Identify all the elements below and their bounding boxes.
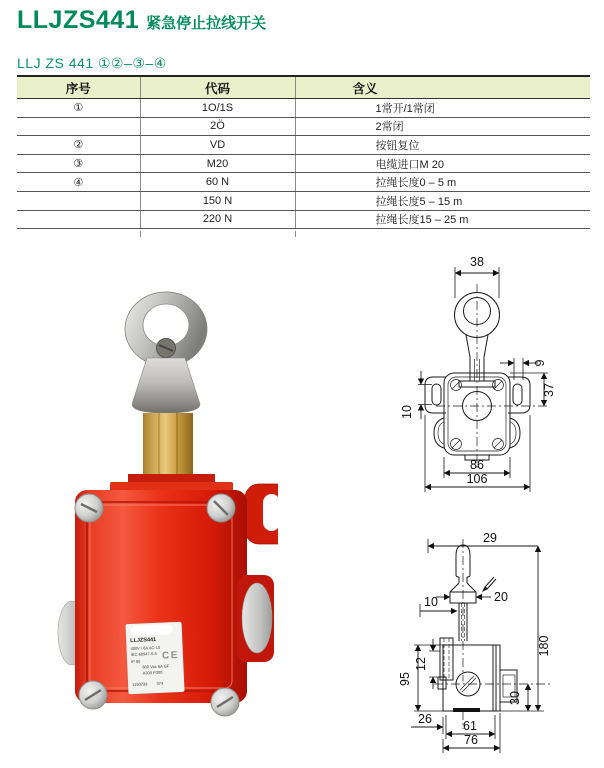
cell-code: VD — [140, 136, 295, 155]
label-line: 600 Vac 6A GF — [142, 663, 170, 670]
cell-no: ④ — [17, 173, 140, 192]
cell-no — [17, 117, 140, 136]
cell-meaning: 拉绳长度0 – 5 m — [295, 173, 590, 192]
dim-body-height: 95 — [398, 672, 412, 686]
ce-mark: CE — [161, 649, 180, 662]
cell-no: ② — [17, 136, 140, 155]
table-row — [17, 173, 590, 192]
cell-code: 1O/1S — [140, 99, 295, 118]
cell-meaning: 1常开/1常闭 — [295, 99, 590, 118]
dim-slot-height: 10 — [400, 405, 414, 419]
ordering-code: LLJ ZS 441 ①②–③–④ — [17, 55, 167, 71]
table-row — [17, 210, 590, 229]
product-model: LLJZS441 — [17, 6, 140, 34]
page-title — [17, 6, 266, 35]
right-grommet — [242, 583, 272, 653]
cell-no: ③ — [17, 154, 140, 173]
dim-flange-to-center: 37 — [542, 383, 556, 397]
table-row — [17, 99, 590, 118]
dim-eye-width: 38 — [470, 255, 484, 269]
dim-top-offset: 29 — [483, 531, 497, 545]
cell-meaning: 拉绳长度15 – 25 m — [295, 210, 590, 229]
swivel-collar — [132, 358, 200, 413]
label-line: IP 65 — [131, 658, 141, 664]
table-border-stub — [295, 231, 296, 237]
cell-no: ① — [17, 99, 140, 118]
spec-table — [17, 75, 590, 229]
dim-slot-height: 12 — [414, 657, 428, 671]
dim-overall-depth: 76 — [464, 733, 478, 747]
label-line: 1150739 374 — [132, 680, 164, 687]
table-row — [17, 154, 590, 173]
cell-code: M20 — [140, 154, 295, 173]
base-slot — [453, 708, 480, 712]
dim-body-width: 86 — [470, 458, 484, 472]
side-view-drawing — [398, 531, 604, 768]
cell-no — [17, 191, 140, 210]
table-row — [17, 136, 590, 155]
dim-base-width: 61 — [463, 719, 477, 733]
dim-collar-width: 20 — [494, 590, 508, 604]
header-no: 序号 — [17, 76, 140, 99]
front-view-drawing — [392, 254, 604, 496]
cell-meaning: 2常闭 — [295, 117, 590, 136]
dim-rope-offset: 10 — [424, 595, 438, 609]
dim-overall-height: 180 — [537, 635, 551, 657]
dim-overall-width: 106 — [466, 472, 488, 486]
left-slot — [432, 384, 441, 405]
label-worn-patch — [131, 624, 173, 636]
product-photo — [38, 288, 278, 718]
rope-guide — [440, 638, 453, 680]
dim-front-offset: 26 — [418, 712, 432, 726]
table-row — [17, 191, 590, 210]
cell-code: 220 N — [140, 210, 295, 229]
cell-meaning: 按钮复位 — [295, 136, 590, 155]
table-row — [17, 117, 590, 136]
right-slot — [513, 384, 522, 405]
table-header-row — [17, 76, 590, 99]
label-line: 400V / 6A AC-15 — [130, 644, 161, 651]
cell-code: 150 N — [140, 191, 295, 210]
table-border-stub — [140, 231, 141, 237]
body-outline — [443, 645, 500, 711]
dim-bottom-height: 30 — [508, 691, 522, 705]
cell-code: 60 N — [140, 173, 295, 192]
cell-meaning: 拉绳长度5 – 15 m — [295, 191, 590, 210]
product-name-cn: 紧急停止拉线开关 — [146, 15, 267, 32]
label-line: IEC 60947-5-5 — [130, 651, 157, 658]
brass-stem — [143, 413, 193, 478]
header-code: 代码 — [140, 76, 295, 99]
label-line: LLJZS441 — [130, 636, 157, 645]
header-meaning: 含义 — [295, 76, 590, 99]
cell-meaning: 电缆进口M 20 — [295, 154, 590, 173]
cell-no — [17, 210, 140, 229]
dim-slot-width: 9 — [533, 359, 547, 367]
nameplate-label — [125, 622, 184, 694]
label-line: A300 P300 — [142, 670, 163, 676]
bracket-slot — [263, 494, 278, 531]
cell-code: 2Ö — [140, 117, 295, 136]
